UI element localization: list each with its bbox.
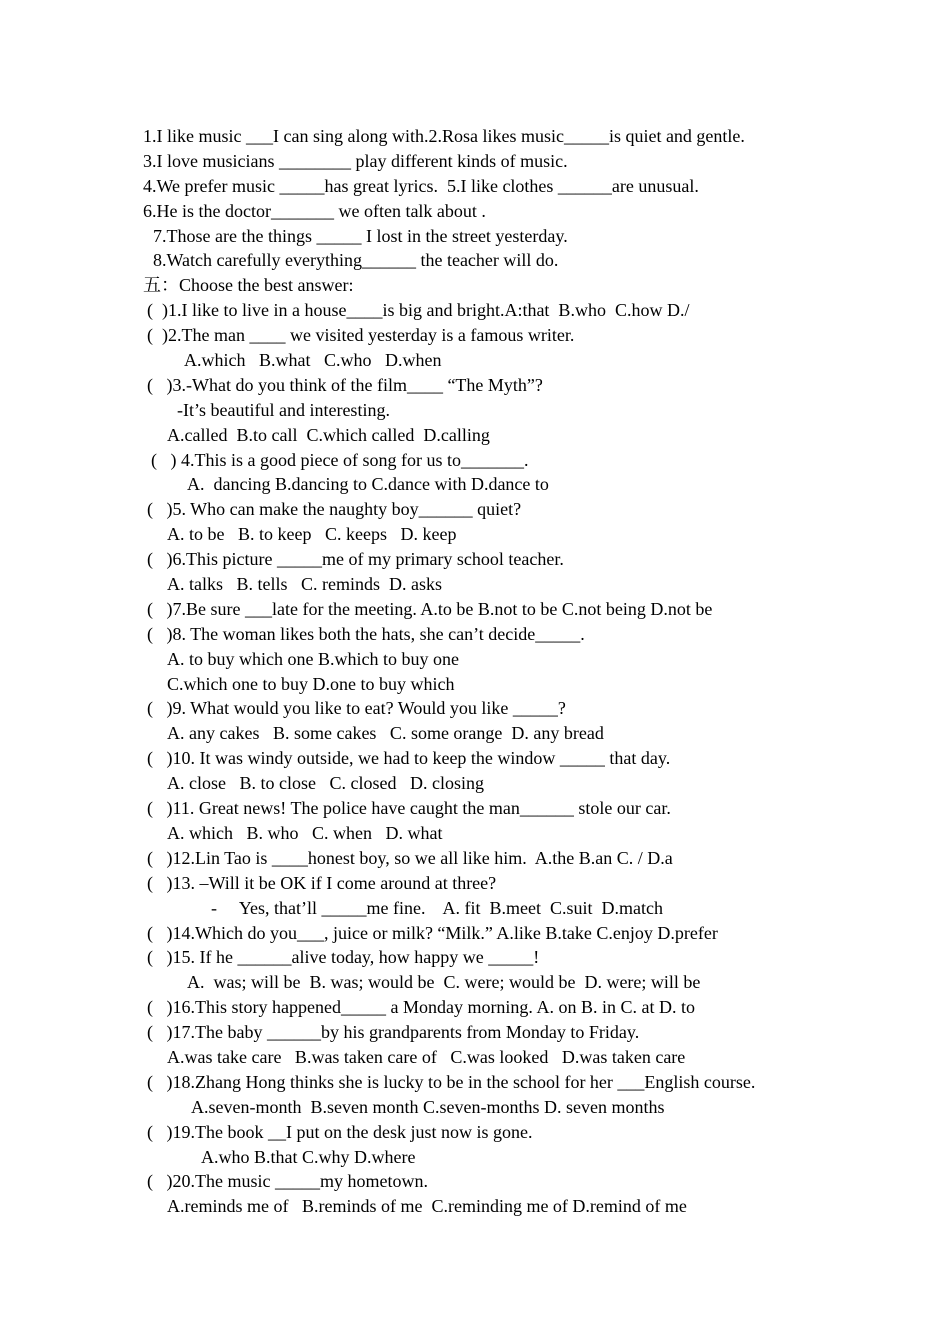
fill-in-line-4: 6.He is the doctor_______ we often talk about . (143, 200, 486, 221)
question-20-options: A.reminds me of B.reminds of me C.reminding me of D.remind of me (167, 1196, 687, 1217)
question-5-options: A. to be B. to keep C. keeps D. keep (167, 524, 457, 545)
question-3: ( )3.-What do you think of the film____ “The Myth”? (147, 374, 543, 395)
question-4-options: A. dancing B.dancing to C.dance with D.dance to (187, 474, 549, 495)
question-11: ( )11. Great news! The police have caught the man______ stole our car. (147, 798, 671, 819)
fill-in-line-3: 4.We prefer music _____has great lyrics. 5.I like clothes ______are unusual. (143, 175, 699, 196)
question-19-options: A.who B.that C.why D.where (201, 1146, 416, 1167)
question-7: ( )7.Be sure ___late for the meeting. A.to be B.not to be C.not being D.not be (147, 598, 713, 619)
question-6-options: A. talks B. tells C. reminds D. asks (167, 574, 442, 595)
question-8-options-a: A. to buy which one B.which to buy one (167, 648, 459, 669)
question-17-options: A.was take care B.was taken care of C.was looked D.was taken care (167, 1046, 686, 1067)
question-18: ( )18.Zhang Hong thinks she is lucky to be in the school for her ___English course. (147, 1071, 756, 1092)
fill-in-line-2: 3.I love musicians ________ play different kinds of music. (143, 150, 568, 171)
question-20: ( )20.The music _____my hometown. (147, 1171, 428, 1192)
worksheet-body (143, 124, 863, 1219)
question-18-options: A.seven-month B.seven month C.seven-months D. seven months (191, 1096, 665, 1117)
question-10: ( )10. It was windy outside, we had to keep the window _____ that day. (147, 748, 671, 769)
question-9: ( )9. What would you like to eat? Would you like _____? (147, 698, 566, 719)
question-8: ( )8. The woman likes both the hats, she can’t decide_____. (147, 623, 585, 644)
question-10-options: A. close B. to close C. closed D. closing (167, 773, 484, 794)
fill-in-line-5: 7.Those are the things _____ I lost in the street yesterday. (153, 225, 568, 246)
question-15: ( )15. If he ______alive today, how happy we _____! (147, 947, 540, 968)
question-4: ( ) 4.This is a good piece of song for us to_______. (151, 449, 529, 470)
fill-in-line-6: 8.Watch carefully everything______ the teacher will do. (153, 250, 559, 271)
question-8-options-b: C.which one to buy D.one to buy which (167, 673, 455, 694)
question-5: ( )5. Who can make the naughty boy______ quiet? (147, 499, 522, 520)
question-13: ( )13. –Will it be OK if I come around at three? (147, 872, 497, 893)
question-3-dialogue: -It’s beautiful and interesting. (177, 399, 390, 420)
question-1: ( )1.I like to live in a house____is big and bright.A:that B.who C.how D./ (147, 300, 690, 321)
question-14: ( )14.Which do you___, juice or milk? “Milk.” A.like B.take C.enjoy D.prefer (147, 922, 718, 943)
question-13-response: - Yes, that’ll _____me fine. A. fit B.meet C.suit D.match (211, 897, 663, 918)
question-2: ( )2.The man ____ we visited yesterday is a famous writer. (147, 325, 575, 346)
question-3-options: A.called B.to call C.which called D.calling (167, 424, 490, 445)
question-12: ( )12.Lin Tao is ____honest boy, so we all like him. A.the B.an C. / D.a (147, 847, 673, 868)
question-9-options: A. any cakes B. some cakes C. some orange D. any bread (167, 723, 604, 744)
question-2-options: A.which B.what C.who D.when (184, 350, 442, 371)
question-17: ( )17.The baby ______by his grandparents from Monday to Friday. (147, 1022, 640, 1043)
question-15-options: A. was; will be B. was; would be C. were; would be D. were; will be (187, 972, 701, 993)
question-6: ( )6.This picture _____me of my primary school teacher. (147, 549, 564, 570)
section-heading: 五：Choose the best answer: (143, 275, 354, 296)
fill-in-line-1: 1.I like music ___I can sing along with.2.Rosa likes music_____is quiet and gentle. (143, 126, 745, 146)
question-16: ( )16.This story happened_____ a Monday morning. A. on B. in C. at D. to (147, 997, 695, 1018)
question-11-options: A. which B. who C. when D. what (167, 822, 443, 843)
question-19: ( )19.The book __I put on the desk just now is gone. (147, 1121, 533, 1142)
